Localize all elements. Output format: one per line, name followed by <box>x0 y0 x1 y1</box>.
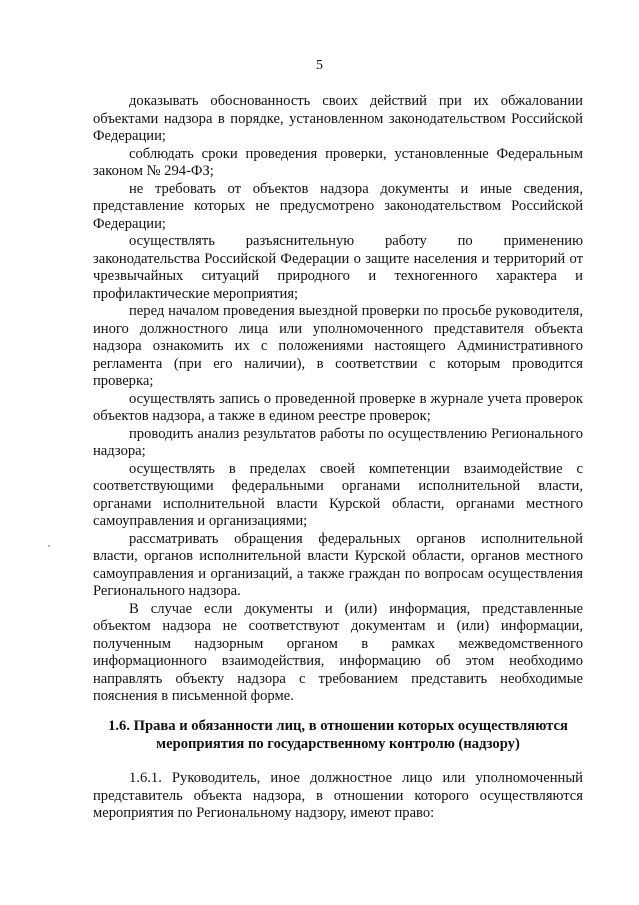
paragraph-familiarize-regulation: перед началом проведения выездной проверки по просьбе руководителя, иного должностного лица или уполномоченного представителя объекта надзора ознакомить их с положениями настоящего Административного регламента (при его наличии), в соответствии с которым проводится проверка; <box>93 303 583 389</box>
paragraph-analyze-results: проводить анализ результатов работы по осуществлению Регионального надзора; <box>93 425 583 459</box>
paragraph-review-requests: рассматривать обращения федеральных органов исполнительной власти, органов исполнительной власти Курской области, органов местного самоуправления и организаций, а также граждан по вопросам осуществления Регионального надзора. <box>93 530 583 599</box>
paragraph-record-inspection: осуществлять запись о проведенной проверке в журнале учета проверок объектов надзора, а также в едином реестре проверок; <box>93 390 583 424</box>
paragraph-interaction: осуществлять в пределах своей компетенции взаимодействие с соответствующими федеральными органами исполнительной власти, органами исполнительной власти Курской области, органами местного самоуправления и организациями; <box>93 460 583 529</box>
paragraph-justify-actions: доказывать обоснованность своих действий при их обжаловании объектами надзора в порядке, установленном законодательством Российской Федерации; <box>93 93 583 144</box>
section-heading-line-1: 1.6. Права и обязанности лиц, в отношении которых осуществляются <box>108 718 568 734</box>
page-number: 5 <box>316 58 323 73</box>
paragraph-document-mismatch: В случае если документы и (или) информация, представленные объектом надзора не соответствуют документам и (или) информации, полученным надзорным органом в рамках межведомственного информационного взаимодействия, информацию об этом необходимо направлять объекту надзора с требованием представить необходимые пояснения в письменной форме. <box>93 600 583 704</box>
section-heading <box>93 717 583 753</box>
paragraph-inspection-deadlines: соблюдать сроки проведения проверки, установленные Федеральным законом № 294-ФЗ; <box>93 145 583 179</box>
section-heading-line-2: мероприятия по государственному контролю (надзору) <box>156 736 520 752</box>
paragraph-explanatory-work: осуществлять разъяснительную работу по применению законодательства Российской Федерации о защите населения и территорий от чрезвычайных ситуаций природного и техногенного характера и профилактические мероприятия; <box>93 233 583 302</box>
paragraph-no-extra-documents: не требовать от объектов надзора документы и иные сведения, представление которых не предусмотрено законодательством Российской Федерации; <box>93 180 583 232</box>
margin-dot-mark <box>48 545 50 547</box>
clause-1-6-1: 1.6.1. Руководитель, иное должностное лицо или уполномоченный представитель объекта надзора, в отношении которого осуществляются мероприятия по Региональному надзору, имеют право: <box>93 770 583 821</box>
body-text <box>93 93 583 706</box>
